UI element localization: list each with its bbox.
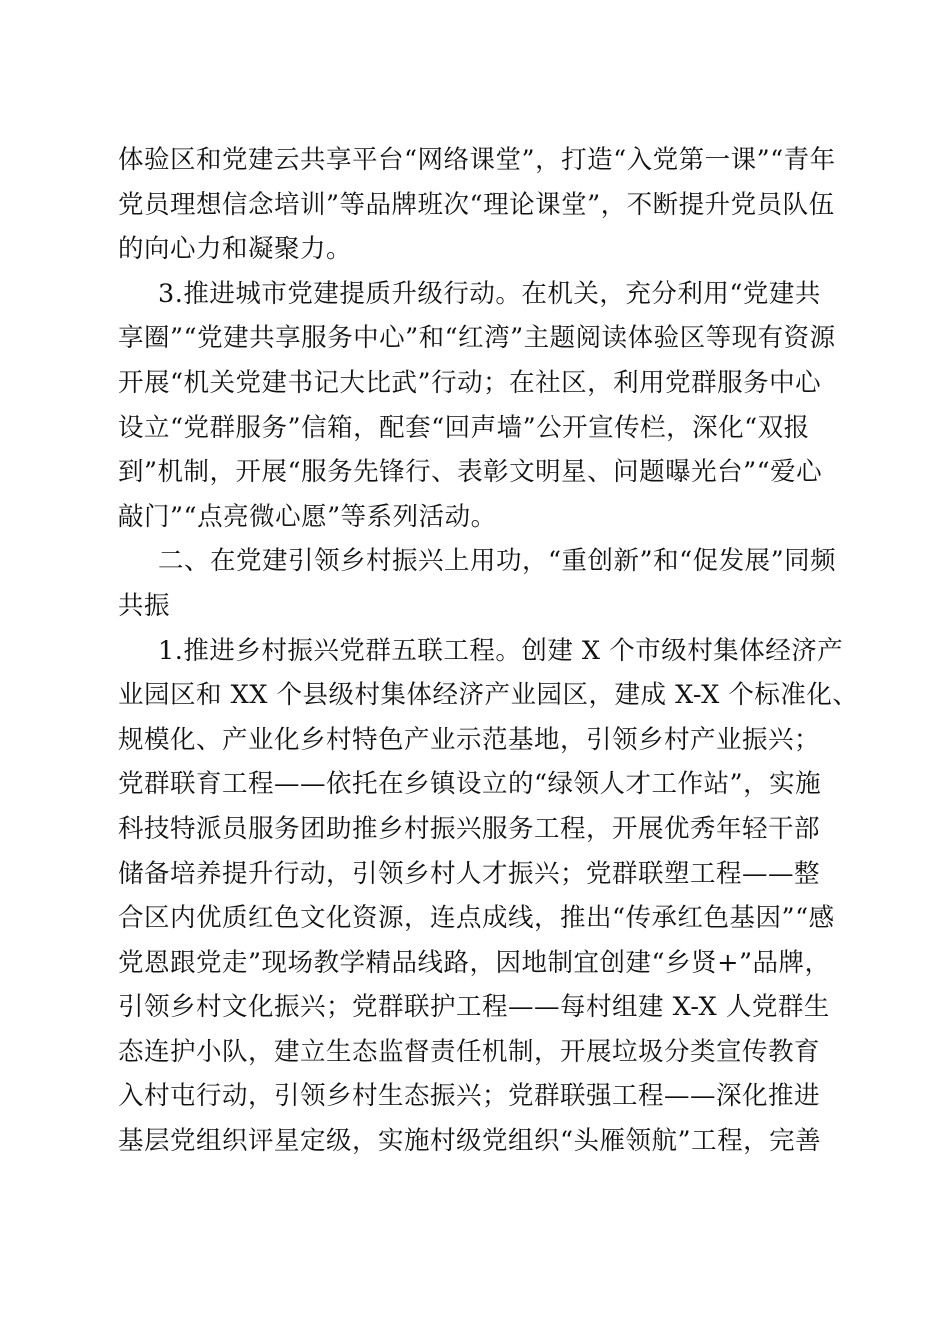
text-line: 态连护小队，建立生态监督责任机制，开展垃圾分类宣传教育 (118, 1036, 821, 1067)
text-line: 到”机制，开展“服务先锋行、表彰文明星、问题曝光台”“爱心 (118, 457, 823, 488)
text-line: 党员理想信念培训”等品牌班次“理论课堂”，不断提升党员队伍 (118, 189, 835, 220)
text-line: 开展“机关党建书记大比武”行动；在社区，利用党群服务中心 (118, 367, 822, 398)
paragraph-2 (118, 272, 836, 540)
text-line: 的向心力和凝聚力。 (118, 234, 353, 265)
text-line: 合区内优质红色文化资源，连点成线，推出“传承红色基因”“感 (118, 903, 835, 934)
text-line: 共振 (118, 590, 171, 621)
text-line: 二、在党建引领乡村振兴上用功，“重创新”和“促发展”同频 (158, 546, 837, 577)
text-line: 业园区和 XX 个县级村集体经济产业园区，建成 X-X 个标准化、 (118, 680, 859, 711)
text-line: 3.推进城市党建提质升级行动。在机关，充分利用“党建共 (158, 278, 821, 309)
text-line: 设立“党群服务”信箱，配套“回声墙”公开宣传栏，深化“双报 (118, 412, 810, 443)
text-line: 引领乡村文化振兴；党群联护工程——每村组建 X-X 人党群生 (118, 992, 830, 1023)
text-line: 党群联育工程——依托在乡镇设立的“绿领人才工作站”，实施 (118, 769, 822, 800)
section-heading (118, 539, 837, 628)
text-line: 规模化、产业化乡村特色产业示范基地，引领乡村产业振兴； (118, 724, 821, 755)
text-line: 享圈”“党建共享服务中心”和“红湾”主题阅读体验区等现有资源 (118, 323, 836, 354)
text-line: 党恩跟党走”现场教学精品线路，因地制宜创建“乡贤+”品牌， (118, 947, 831, 978)
text-line: 敲门”“点亮微心愿”等系列活动。 (118, 501, 497, 532)
text-line: 体验区和党建云共享平台“网络课堂”，打造“入党第一课”“青年 (118, 145, 836, 175)
document-page (118, 138, 859, 1164)
paragraph-1 (118, 138, 836, 272)
text-line: 科技特派员服务团助推乡村振兴服务工程，开展优秀年轻干部 (118, 813, 821, 844)
paragraph-3 (118, 629, 859, 1164)
text-line: 基层党组织评星定级，实施村级党组织“头雁领航”工程，完善 (118, 1126, 822, 1157)
text-line: 1.推进乡村振兴党群五联工程。创建 X 个市级村集体经济产 (158, 635, 844, 666)
text-line: 储备培养提升行动，引领乡村人才振兴；党群联塑工程——整 (118, 858, 821, 889)
text-line: 入村屯行动，引领乡村生态振兴；党群联强工程——深化推进 (118, 1081, 821, 1112)
